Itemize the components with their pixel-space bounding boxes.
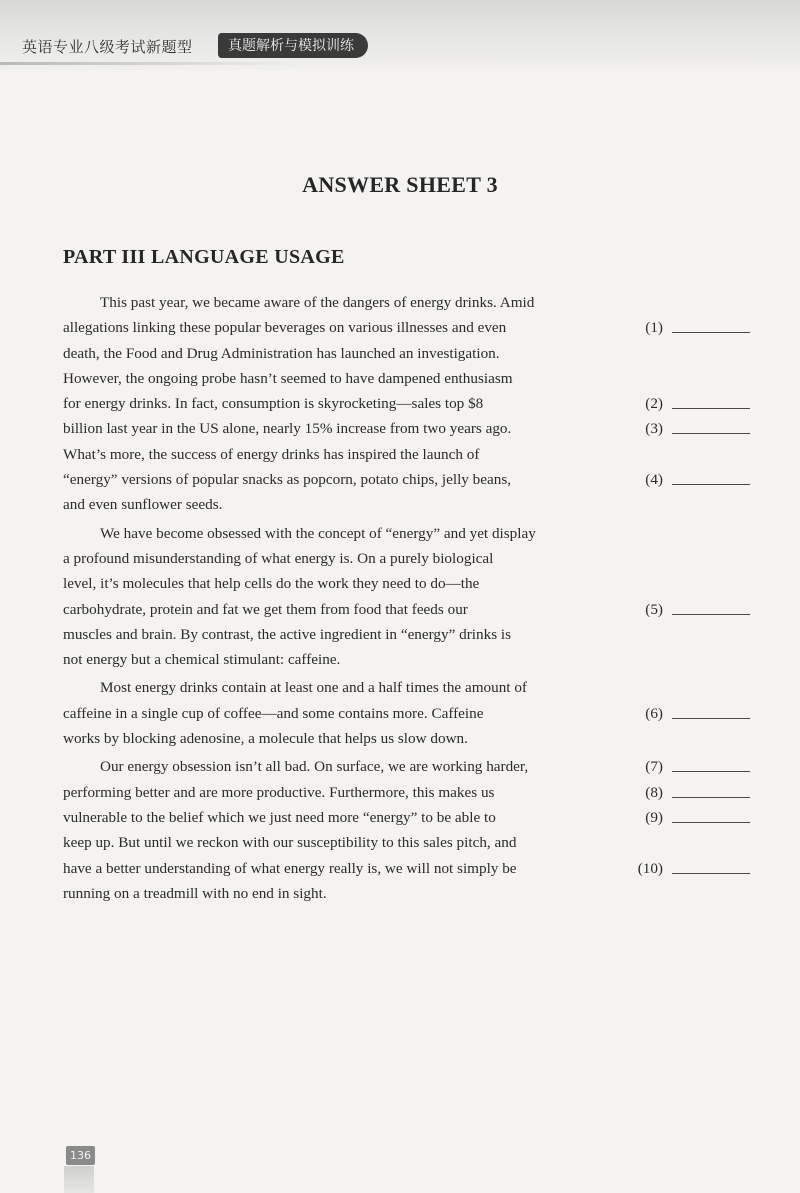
- passage-line: [63, 881, 763, 906]
- answer-slot: [633, 701, 750, 726]
- answer-number: (6): [645, 704, 663, 722]
- answer-number: (7): [645, 758, 663, 776]
- passage-line: [63, 805, 763, 830]
- passage-line: [63, 675, 763, 700]
- passage-line: [63, 315, 763, 340]
- passage-line-text: muscles and brain. By contrast, the active ingredient in “energy” drinks is: [63, 625, 512, 643]
- passage-line: [63, 546, 763, 571]
- answer-blank[interactable]: [672, 856, 750, 874]
- passage-line: [63, 416, 763, 441]
- answer-slot: [633, 416, 750, 441]
- passage-line: [63, 597, 763, 622]
- answer-slot: [633, 780, 750, 805]
- page-number: 136: [66, 1146, 95, 1165]
- passage-line: [63, 701, 763, 726]
- passage-line-text: level, it’s molecules that help cells do the work they need to do—the: [63, 575, 480, 593]
- passage-line-text: not energy but a chemical stimulant: caffeine.: [63, 651, 341, 669]
- passage-line: [63, 780, 763, 805]
- passage: [63, 290, 763, 906]
- answer-blank[interactable]: [672, 391, 750, 409]
- passage-line-text: a profound misunderstanding of what energy is. On a purely biological: [63, 549, 494, 567]
- passage-line-text: running on a treadmill with no end in sight.: [63, 884, 327, 902]
- passage-line-text: This past year, we became aware of the dangers of energy drinks. Amid: [100, 294, 535, 311]
- passage-line: [63, 830, 763, 855]
- passage-line-text: Our energy obsession isn’t all bad. On surface, we are working harder,: [100, 758, 529, 776]
- passage-line: [63, 726, 763, 751]
- answer-blank[interactable]: [672, 597, 750, 615]
- passage-line: [63, 647, 763, 672]
- book-subtitle-badge: 真题解析与模拟训练: [218, 33, 368, 58]
- passage-line-text: However, the ongoing probe hasn’t seemed to have dampened enthusiasm: [63, 369, 513, 387]
- passage-line-text: We have become obsessed with the concept of “energy” and yet display: [100, 524, 536, 542]
- passage-line-text: works by blocking adenosine, a molecule that helps us slow down.: [63, 730, 468, 748]
- answer-blank[interactable]: [672, 467, 750, 485]
- passage-line-text: carbohydrate, protein and fat we get them from food that feeds our: [63, 600, 468, 618]
- answer-slot: [633, 597, 750, 622]
- passage-line: [63, 290, 763, 315]
- answer-blank[interactable]: [672, 780, 750, 798]
- passage-line-text: vulnerable to the belief which we just need more “energy” to be able to: [63, 808, 496, 826]
- passage-line-text: keep up. But until we reckon with our susceptibility to this sales pitch, and: [63, 834, 517, 852]
- passage-line-text: have a better understanding of what energy really is, we will not simply be: [63, 859, 517, 877]
- header-divider: [0, 62, 300, 65]
- answer-slot: [633, 315, 750, 340]
- answer-number: (3): [645, 420, 663, 438]
- passage-line-text: Most energy drinks contain at least one and a half times the amount of: [100, 679, 527, 697]
- page-tab: [64, 1166, 94, 1193]
- answer-number: (4): [645, 471, 663, 489]
- passage-line-text: allegations linking these popular beverages on various illnesses and even: [63, 319, 507, 337]
- answer-number: (9): [645, 808, 663, 826]
- passage-line: [63, 391, 763, 416]
- passage-line: [63, 571, 763, 596]
- passage-line: [63, 366, 763, 391]
- passage-line-text: caffeine in a single cup of coffee—and some contains more. Caffeine: [63, 704, 484, 722]
- answer-blank[interactable]: [672, 701, 750, 719]
- answer-number: (8): [645, 783, 663, 801]
- passage-line: [63, 492, 763, 517]
- answer-blank[interactable]: [672, 315, 750, 333]
- passage-line: [63, 754, 763, 779]
- passage-line-text: for energy drinks. In fact, consumption is skyrocketing—sales top $8: [63, 395, 484, 413]
- answer-slot: [633, 805, 750, 830]
- passage-line-text: death, the Food and Drug Administration has launched an investigation.: [63, 344, 500, 362]
- passage-line-text: billion last year in the US alone, nearly 15% increase from two years ago.: [63, 420, 512, 438]
- passage-line: [63, 467, 763, 492]
- answer-slot: [633, 391, 750, 416]
- answer-number: (1): [645, 319, 663, 337]
- answer-slot: [633, 754, 750, 779]
- passage-line-text: “energy” versions of popular snacks as popcorn, potato chips, jelly beans,: [63, 471, 512, 489]
- answer-blank[interactable]: [672, 416, 750, 434]
- passage-line-text: What’s more, the success of energy drinks has inspired the launch of: [63, 445, 480, 463]
- answer-number: (10): [637, 859, 663, 877]
- answer-blank[interactable]: [672, 805, 750, 823]
- passage-line: [63, 521, 763, 546]
- passage-line-text: performing better and are more productive. Furthermore, this makes us: [63, 783, 495, 801]
- passage-line-text: and even sunflower seeds.: [63, 496, 223, 514]
- answer-slot: [633, 856, 750, 881]
- passage-line: [63, 856, 763, 881]
- part-title: PART III LANGUAGE USAGE: [63, 246, 345, 268]
- page-header: [0, 0, 800, 70]
- passage-line: [63, 442, 763, 467]
- answer-blank[interactable]: [672, 754, 750, 772]
- answer-number: (2): [645, 395, 663, 413]
- book-title: 英语专业八级考试新题型: [22, 38, 193, 56]
- answer-slot: [633, 467, 750, 492]
- answer-number: (5): [645, 600, 663, 618]
- passage-line: [63, 341, 763, 366]
- sheet-title: ANSWER SHEET 3: [302, 172, 498, 197]
- passage-line: [63, 622, 763, 647]
